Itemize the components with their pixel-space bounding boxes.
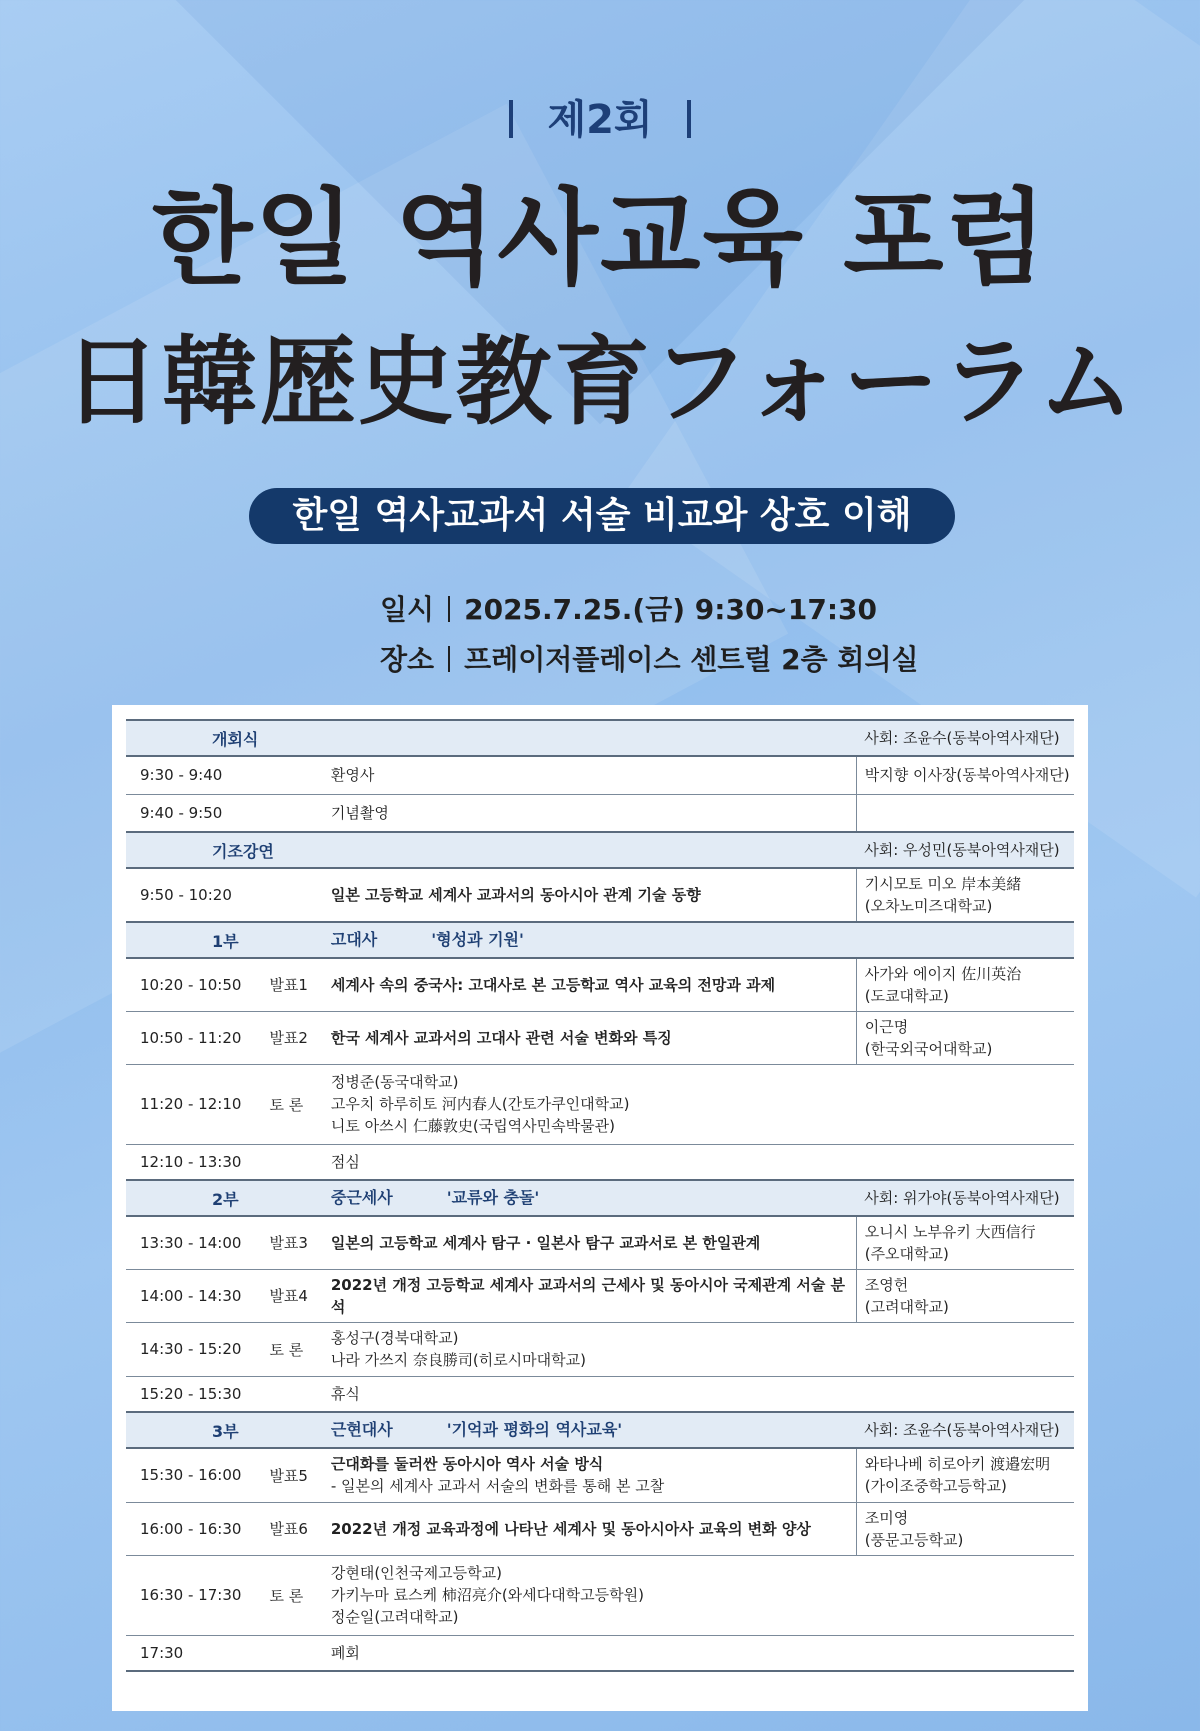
divider-right xyxy=(687,100,691,138)
row-time: 15:20 - 15:30 xyxy=(140,1384,242,1403)
discussant: 정병준(동국대학교) xyxy=(330,1073,459,1091)
row-time: 11:20 - 12:10 xyxy=(140,1095,242,1113)
discussant: 홍성구(경북대학교) xyxy=(330,1329,459,1347)
section-host: 사회: 조윤수(동북아역사재단) xyxy=(864,1421,1060,1439)
discussant: 고우치 하루히토 河内春人(간토가쿠인대학교) xyxy=(330,1095,630,1113)
row-time: 14:30 - 15:20 xyxy=(140,1340,242,1358)
row-label: 발표1 xyxy=(269,976,308,995)
table-row xyxy=(126,1635,1074,1671)
row-time: 12:10 - 13:30 xyxy=(140,1152,242,1171)
discussant: 니토 아쓰시 仁藤敦史(국립역사민속박물관) xyxy=(330,1117,615,1135)
section-title: 2부 xyxy=(212,1189,239,1209)
discussant: 가키누마 료스케 柿沼亮介(와세다대학고등학원) xyxy=(330,1586,644,1604)
section-keynote xyxy=(126,832,1074,868)
row-label: 발표3 xyxy=(269,1234,308,1253)
table-row xyxy=(126,1269,1074,1322)
speaker-affiliation: (도쿄대학교) xyxy=(864,986,949,1005)
row-time: 10:20 - 10:50 xyxy=(140,975,242,994)
section-host: 사회: 조윤수(동북아역사재단) xyxy=(864,729,1060,747)
speaker-name: 조영헌 xyxy=(864,1275,909,1294)
row-time: 16:30 - 17:30 xyxy=(140,1586,242,1604)
section-opening xyxy=(126,720,1074,756)
speaker-affiliation: (한국외국어대학교) xyxy=(864,1039,993,1058)
row-title: 일본 고등학교 세계사 교과서의 동아시아 관계 기술 동향 xyxy=(330,886,701,904)
venue-separator xyxy=(448,646,450,672)
venue-value: 프레이저플레이스 센트럴 2층 회의실 xyxy=(464,643,919,676)
row-title: 점심 xyxy=(330,1152,360,1171)
date-label: 일시 xyxy=(380,593,435,626)
table-row xyxy=(126,1376,1074,1412)
section-theme: '기억과 평화의 역사교육' xyxy=(446,1420,623,1439)
row-time: 10:50 - 11:20 xyxy=(140,1028,242,1047)
row-label: 발표6 xyxy=(269,1520,308,1538)
row-speaker xyxy=(856,958,1074,1011)
schedule-panel xyxy=(112,705,1088,1711)
title-korean: 한일 역사교육 포럼 xyxy=(151,177,1049,299)
venue-line xyxy=(380,638,980,678)
discussant: 강현태(인천국제고등학교) xyxy=(330,1564,502,1582)
row-title: 폐회 xyxy=(330,1643,360,1662)
schedule-table xyxy=(126,719,1074,1672)
subtitle-banner: 한일 역사교과서 서술 비교와 상호 이해 xyxy=(249,488,955,544)
row-speaker: 박지향 이사장(동북아역사재단) xyxy=(856,756,1074,794)
speaker-name: 조미영 xyxy=(864,1508,909,1527)
speaker-affiliation: (고려대학교) xyxy=(864,1297,949,1316)
discussants xyxy=(331,1322,1074,1376)
section-theme: '교류와 충돌' xyxy=(446,1188,540,1207)
section-field: 고대사 xyxy=(330,930,378,949)
edition-label: 제2회 xyxy=(547,97,653,143)
row-label: 토 론 xyxy=(269,1586,304,1605)
table-row xyxy=(126,868,1074,922)
section-part3 xyxy=(126,1412,1074,1448)
row-label: 발표2 xyxy=(269,1029,308,1047)
table-row xyxy=(126,958,1074,1011)
row-title: 환영사 xyxy=(330,766,375,785)
row-time: 14:00 - 14:30 xyxy=(140,1286,242,1305)
edition-heading xyxy=(0,88,1200,145)
venue-label: 장소 xyxy=(380,643,435,676)
table-row xyxy=(126,1144,1074,1180)
date-separator xyxy=(448,596,450,622)
row-time: 13:30 - 14:00 xyxy=(140,1233,242,1252)
speaker-name: 이근명 xyxy=(864,1017,909,1036)
speaker-affiliation: (가이조중학고등학교) xyxy=(864,1477,1007,1496)
row-title: 2022년 개정 교육과정에 나타난 세계사 및 동아시아사 교육의 변화 양상 xyxy=(330,1519,811,1538)
row-label: 토 론 xyxy=(269,1340,304,1359)
row-time: 9:30 - 9:40 xyxy=(140,766,223,785)
section-title: 개회식 xyxy=(212,729,259,749)
speaker-name: 사가와 에이지 佐川英治 xyxy=(864,964,1022,983)
discussant: 나라 가쓰지 奈良勝司(히로시마대학교) xyxy=(330,1351,586,1369)
row-time: 16:00 - 16:30 xyxy=(140,1519,242,1538)
section-field: 중근세사 xyxy=(330,1188,393,1207)
talk-title: 근대화를 둘러싼 동아시아 역사 서술 방식 xyxy=(330,1455,604,1474)
discussants xyxy=(331,1555,1074,1635)
row-speaker xyxy=(856,1502,1074,1555)
date-line xyxy=(380,588,980,628)
row-title: 한국 세계사 교과서의 고대사 관련 서술 변화와 특징 xyxy=(330,1028,672,1047)
section-title: 3부 xyxy=(212,1421,239,1441)
title-japanese: 日韓歴史教育フォーラム xyxy=(63,326,1137,438)
row-title xyxy=(331,1448,856,1502)
row-speaker xyxy=(856,868,1074,922)
section-title: 기조강연 xyxy=(212,841,274,861)
row-time: 9:40 - 9:50 xyxy=(140,803,223,822)
row-title: 기념촬영 xyxy=(330,803,389,822)
row-time: 15:30 - 16:00 xyxy=(140,1466,242,1485)
table-row xyxy=(126,1216,1074,1269)
section-part2 xyxy=(126,1180,1074,1216)
table-row xyxy=(126,1011,1074,1064)
row-speaker xyxy=(856,1269,1074,1322)
date-value: 2025.7.25.(금) 9:30~17:30 xyxy=(464,593,878,626)
table-row xyxy=(126,1064,1074,1144)
speaker-affiliation: (주오대학교) xyxy=(864,1244,949,1263)
discussants xyxy=(331,1064,1074,1144)
row-time: 17:30 xyxy=(140,1643,184,1662)
divider-left xyxy=(509,100,513,138)
section-field: 근현대사 xyxy=(330,1420,393,1439)
table-row xyxy=(126,1448,1074,1502)
row-label: 발표5 xyxy=(269,1466,308,1485)
table-row xyxy=(126,1322,1074,1376)
table-row xyxy=(126,794,1074,832)
row-time: 9:50 - 10:20 xyxy=(140,886,232,904)
table-row xyxy=(126,1555,1074,1635)
section-host: 사회: 우성민(동북아역사재단) xyxy=(864,841,1060,859)
section-theme: '형성과 기원' xyxy=(431,930,524,949)
speaker-affiliation: (오차노미즈대학교) xyxy=(864,897,993,915)
speaker-affiliation: (풍문고등학교) xyxy=(864,1530,964,1549)
discussant: 정순일(고려대학교) xyxy=(330,1608,459,1626)
row-speaker xyxy=(856,1448,1074,1502)
speaker-name: 오니시 노부유키 大西信行 xyxy=(864,1222,1036,1241)
row-title: 휴식 xyxy=(330,1384,360,1403)
speaker-name: 기시모토 미오 岸本美緒 xyxy=(864,875,1022,893)
table-row xyxy=(126,756,1074,794)
row-speaker xyxy=(856,1216,1074,1269)
row-label: 토 론 xyxy=(269,1095,304,1114)
row-label: 발표4 xyxy=(269,1287,308,1305)
talk-subtitle: - 일본의 세계사 교과서 서술의 변화를 통해 본 고찰 xyxy=(330,1477,665,1496)
table-row xyxy=(126,1502,1074,1555)
row-title: 세계사 속의 중국사: 고대사로 본 고등학교 역사 교육의 전망과 과제 xyxy=(330,975,776,994)
section-title: 1부 xyxy=(212,931,239,951)
speaker-name: 와타나베 히로아키 渡邉宏明 xyxy=(864,1455,1051,1474)
section-host: 사회: 위가야(동북아역사재단) xyxy=(864,1189,1060,1207)
section-part1 xyxy=(126,922,1074,958)
row-title: 일본의 고등학교 세계사 탐구 · 일본사 탐구 교과서로 본 한일관계 xyxy=(330,1233,761,1252)
row-speaker xyxy=(856,1011,1074,1064)
row-title: 2022년 개정 고등학교 세계사 교과서의 근세사 및 동아시아 국제관계 서술 분석 xyxy=(330,1275,846,1316)
